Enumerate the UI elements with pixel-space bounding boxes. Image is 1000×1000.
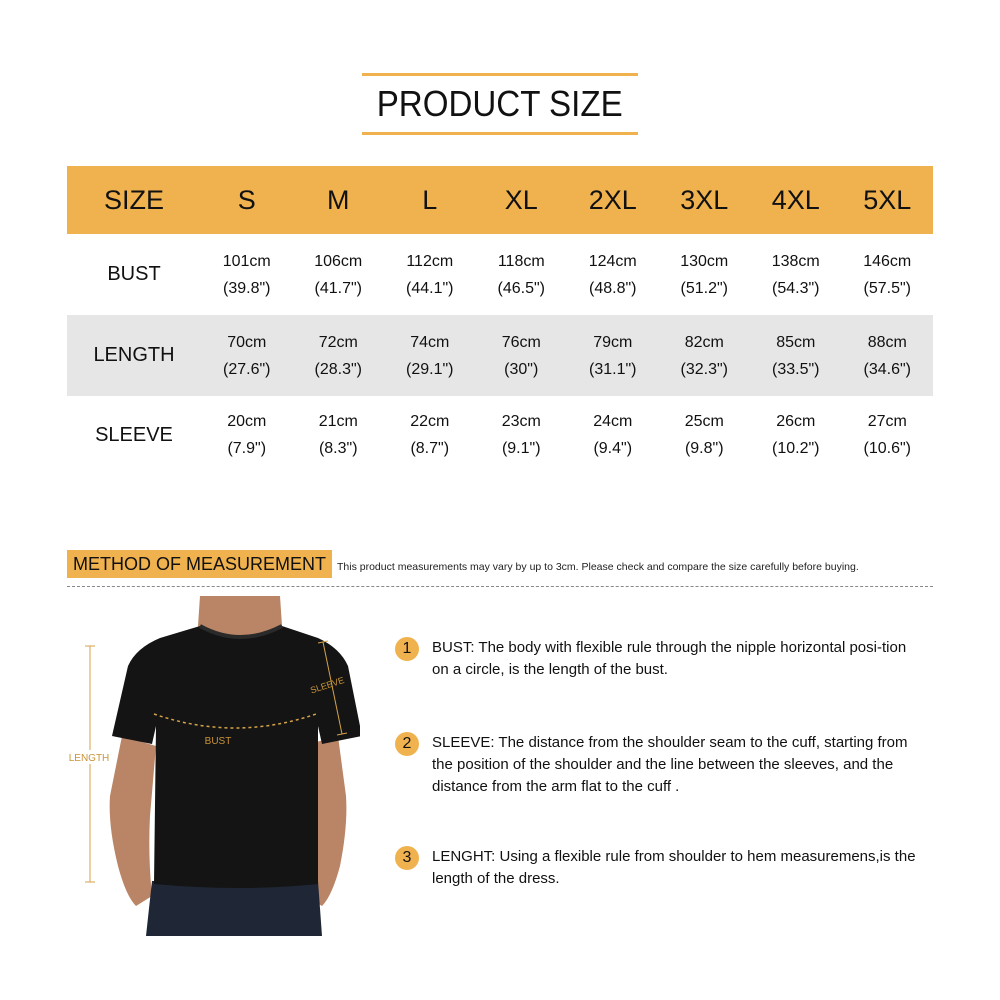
row-label: LENGTH [93,344,175,366]
cm-value: 112cm [406,252,454,270]
cm-value: 25cm [684,413,724,430]
table-cell [201,329,293,383]
cm-value: 138cm [771,252,820,270]
size-header-cell: L [422,184,438,215]
inch-value: (9.4") [593,440,633,457]
step-text: SLEEVE: The distance from the shoulder seam to the cuff, starting from the position of the shoulder and the line between the sleeves, and the distance from the arm flat to the cuff . [432,734,908,795]
inch-value: (9.1") [501,440,541,457]
cm-value: 118cm [497,252,545,270]
table-cell [201,248,293,302]
cm-value: 88cm [867,333,907,351]
inch-value: (39.8") [223,279,271,297]
table-cell [476,248,568,302]
inch-value: (41.7") [314,279,362,297]
step-number-badge: 1 [395,637,419,661]
table-cell [750,408,842,462]
step-item [395,732,935,798]
table-cell [567,329,659,383]
tshirt-figure [60,596,360,936]
step-item [395,637,935,681]
page-title: PRODUCT SIZE [377,83,623,124]
step-text: BUST: The body with flexible rule through the nipple horizontal posi-tion on a circle, is the length of the bust. [432,639,907,678]
cm-value: 82cm [684,333,724,351]
inch-value: (27.6") [223,360,271,378]
cm-value: 101cm [222,252,271,270]
size-header-cell: S [237,184,256,215]
inch-value: (51.2") [680,279,728,297]
cm-value: 124cm [588,252,637,270]
cm-value: 21cm [318,413,358,430]
inch-value: (8.3") [318,440,358,457]
cm-value: 79cm [593,333,633,351]
table-row-sleeve [67,396,933,474]
cm-value: 26cm [776,413,816,430]
size-header-cell: XL [504,184,538,215]
cm-value: 20cm [227,413,267,430]
cm-value: 130cm [680,252,729,270]
left-arm [110,736,156,906]
dashed-divider [67,586,933,587]
table-cell [201,408,293,462]
sleeve-label: SLEEVE [309,675,346,696]
size-header-row [67,166,933,234]
table-cell [567,408,659,462]
table-cell [293,248,385,302]
step-number-badge: 3 [395,846,419,870]
method-heading: METHOD OF MEASUREMENT [67,550,332,578]
inch-value: (33.5") [772,360,820,378]
inch-value: (54.3") [772,279,820,297]
table-cell [750,329,842,383]
inch-value: (57.5") [863,279,911,297]
inch-value: (28.3") [314,360,362,378]
inch-value: (44.1") [406,279,454,297]
table-row-length [67,315,933,396]
cm-value: 22cm [410,413,450,430]
cm-value: 85cm [776,333,816,351]
length-label: LENGTH [68,753,110,764]
inch-value: (32.3") [680,360,728,378]
row-label: BUST [107,263,161,285]
size-header-cell: 5XL [863,184,912,215]
inch-value: (48.8") [589,279,637,297]
inch-value: (7.9") [227,440,267,457]
inch-value: (10.2") [772,440,820,457]
cm-value: 23cm [501,413,541,430]
jeans [146,881,322,936]
table-cell [384,248,476,302]
table-cell [842,408,934,462]
inch-value: (9.8") [684,440,724,457]
inch-value: (10.6") [863,440,911,457]
cm-value: 24cm [593,413,633,430]
table-cell [384,329,476,383]
cm-value: 146cm [863,252,912,270]
table-cell [476,329,568,383]
cm-value: 72cm [318,333,358,351]
inch-value: (30") [504,360,539,378]
size-table [67,166,933,474]
table-cell [567,248,659,302]
table-cell [750,248,842,302]
title-banner [362,73,638,135]
inch-value: (31.1") [589,360,637,378]
step-text: LENGHT: Using a flexible rule from shoulder to hem measuremens,is the length of the dress. [432,848,916,887]
row-label: SLEEVE [95,423,173,446]
step-number-badge: 2 [395,732,419,756]
inch-value: (34.6") [863,360,911,378]
table-cell [659,408,751,462]
table-cell [842,329,934,383]
cm-value: 27cm [867,413,907,430]
size-header-cell: 4XL [771,184,820,215]
table-cell [384,408,476,462]
inch-value: (46.5") [497,279,545,297]
inch-value: (29.1") [406,360,454,378]
table-cell [659,248,751,302]
size-header-label: SIZE [103,184,164,215]
size-header-cell: 2XL [588,184,637,215]
table-cell [659,329,751,383]
table-cell [476,408,568,462]
cm-value: 76cm [501,333,541,351]
cm-value: 106cm [314,252,363,270]
step-item [395,846,935,890]
size-header-cell: M [327,184,350,215]
bust-label: BUST [204,736,232,747]
measurement-note: This product measurements may vary by up to 3cm. Please check and compare the size carefully before buying. [337,561,859,573]
table-cell [293,329,385,383]
inch-value: (8.7") [410,440,450,457]
table-cell [293,408,385,462]
cm-value: 74cm [410,333,450,351]
table-cell [842,248,934,302]
table-row-bust [67,234,933,315]
tshirt-illustration [60,596,360,936]
cm-value: 70cm [227,333,267,351]
size-header-cell: 3XL [680,184,729,215]
